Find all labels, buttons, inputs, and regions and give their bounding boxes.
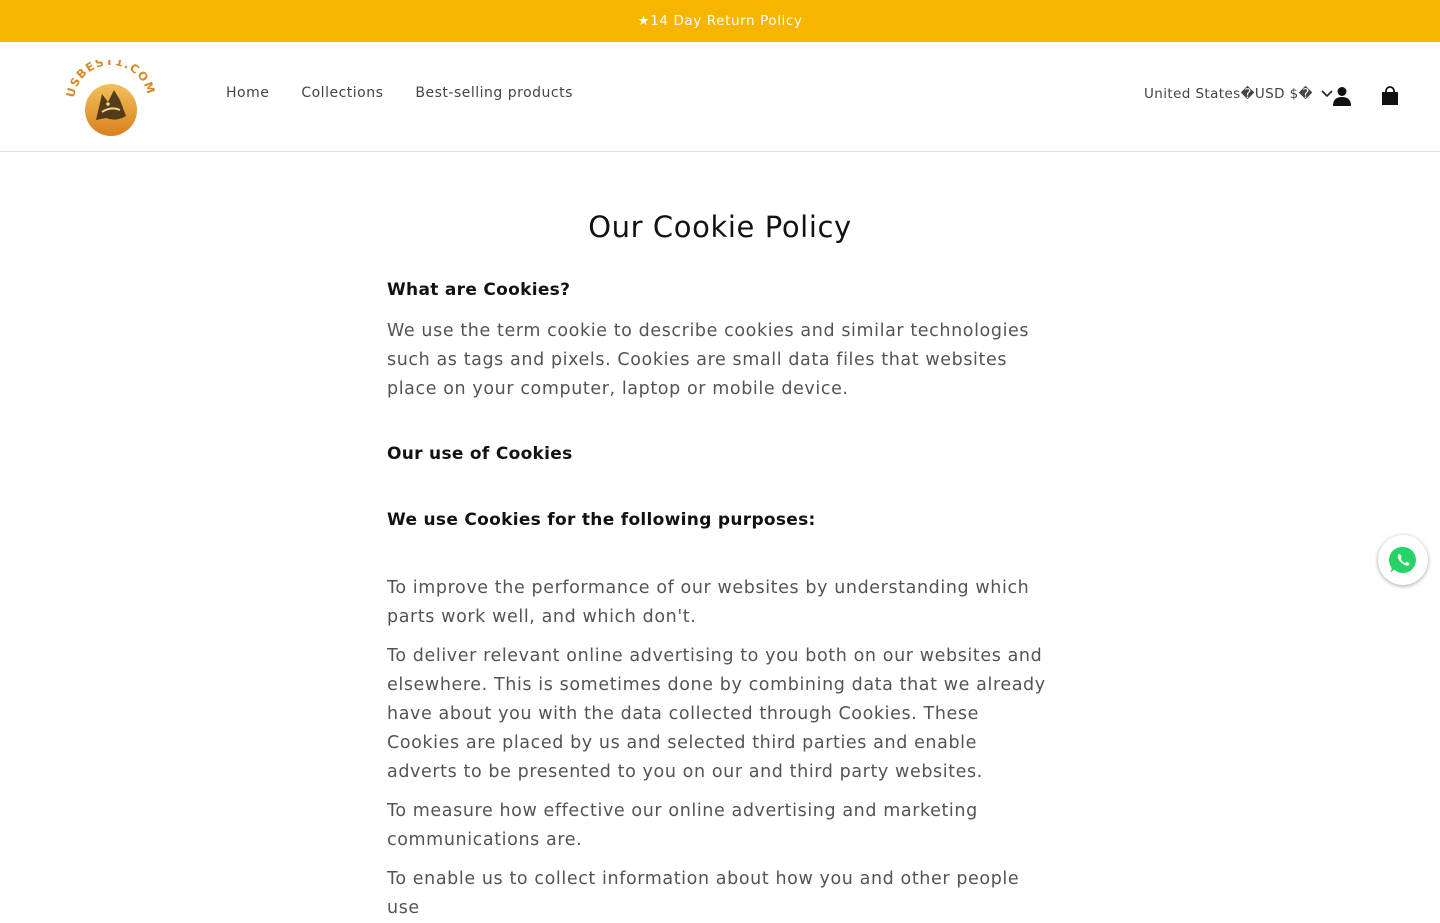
logo-graphic bbox=[66, 60, 156, 136]
main-nav bbox=[226, 85, 573, 101]
announcement-text: ★14 Day Return Policy bbox=[637, 13, 803, 29]
policy-content bbox=[387, 152, 1047, 918]
purpose-collect-information: To enable us to collect information about how you and other people use bbox=[387, 869, 1020, 918]
site-logo[interactable] bbox=[66, 60, 156, 136]
account-icon[interactable] bbox=[1330, 84, 1354, 108]
purpose-measurement: To measure how effective our online advertising and marketing communications are. bbox=[387, 801, 978, 850]
whatsapp-icon bbox=[1388, 545, 1418, 575]
nav-best-selling[interactable]: Best-selling products bbox=[415, 85, 573, 101]
heading-our-use-of-cookies: Our use of Cookies bbox=[387, 444, 573, 464]
locale-selector[interactable] bbox=[1144, 86, 1333, 102]
purpose-advertising: To deliver relevant online advertising to you both on our websites and elsewhere. This is sometimes done by combining data that we already have about you with the data collected through Cookies. These Cookies are placed by us and selected third parties and enable adverts to be presented to you on our and third party websites. bbox=[387, 646, 1046, 782]
purpose-performance: To improve the performance of our websites by understanding which parts work well, and which don't. bbox=[387, 578, 1030, 627]
locale-label: United States�USD $� bbox=[1144, 86, 1313, 102]
heading-what-are-cookies: What are Cookies? bbox=[387, 280, 571, 300]
heading-purposes: We use Cookies for the following purposes: bbox=[387, 510, 816, 530]
site-header bbox=[0, 42, 1440, 152]
whatsapp-button[interactable] bbox=[1378, 535, 1428, 585]
cart-icon[interactable] bbox=[1378, 84, 1402, 108]
nav-collections[interactable]: Collections bbox=[301, 85, 384, 101]
svg-text:USBEST1.COM: SBEST1.CO bbox=[67, 60, 153, 90]
page-title: Our Cookie Policy bbox=[588, 210, 852, 244]
nav-home[interactable]: Home bbox=[226, 85, 270, 101]
paragraph-what-are-cookies: We use the term cookie to describe cookies and similar technologies such as tags and pixels. Cookies are small data files that websites place on your computer, laptop or mobile device. bbox=[387, 321, 1030, 399]
announcement-bar bbox=[0, 0, 1440, 42]
